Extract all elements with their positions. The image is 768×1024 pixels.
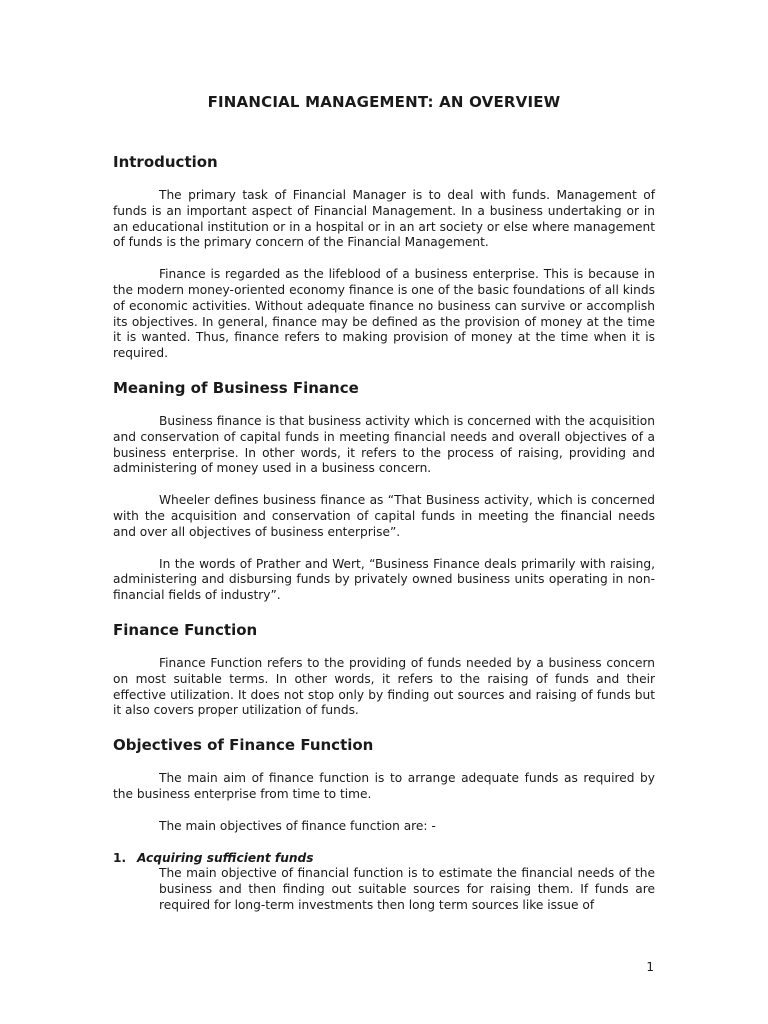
paragraph: Finance is regarded as the lifeblood of a business enterprise. This is because in the modern money-oriented economy finance is one of the basic foundations of all kinds of economic activities. Without adequate finance no business can survive or accomplish its objectives. In general, finance may be defined as the provision of money at the time it is wanted. Thus, finance refers to making provision of money at the time when it is required. xyxy=(113,267,655,361)
document-title: FINANCIAL MANAGEMENT: AN OVERVIEW xyxy=(207,93,561,111)
list-item-title: Acquiring sufficient funds xyxy=(137,850,314,865)
section-heading: Introduction xyxy=(113,153,218,171)
page-number: 1 xyxy=(646,960,654,974)
paragraph: Wheeler defines business finance as “That Business activity, which is concerned with the acquisition and conservation of capital funds in meeting the financial needs and over all objectives of business enterprise”. xyxy=(113,493,655,539)
section-heading: Meaning of Business Finance xyxy=(113,378,359,397)
list-item xyxy=(113,851,655,914)
section-heading: Finance Function xyxy=(113,620,258,639)
paragraph: The main aim of finance function is to arrange adequate funds as required by the business enterprise from time to time. xyxy=(113,771,655,801)
paragraph: The main objectives of finance function are: - xyxy=(159,818,436,833)
list-item-heading xyxy=(113,851,655,867)
section-introduction xyxy=(113,152,655,362)
paragraph: Business finance is that business activity which is concerned with the acquisition and conservation of capital funds in meeting financial needs and overall objectives of a business enterprise. In other words, it refers to the process of raising, providing and administering of money used in a business concern. xyxy=(113,413,655,476)
paragraph: Finance Function refers to the providing of funds needed by a business concern on most suitable terms. In other words, it refers to the raising of funds and their effective utilization. It does not stop only by finding out sources and raising of funds but it also covers proper utilization of funds. xyxy=(113,655,655,718)
list-item-number: 1. xyxy=(113,850,127,865)
section-objectives-of-finance-function xyxy=(113,735,655,914)
section-finance-function xyxy=(113,620,655,719)
paragraph: In the words of Prather and Wert, “Business Finance deals primarily with raising, administering and disbursing funds by privately owned business units operating in non-financial fields of industry”. xyxy=(113,556,655,603)
section-heading: Objectives of Finance Function xyxy=(113,736,374,755)
list-item-body: The main objective of financial function is to estimate the financial needs of the business and then finding out suitable sources for raising them. If funds are required for long-term investments then long term sources like issue of xyxy=(159,866,655,912)
paragraph: The primary task of Financial Manager is to deal with funds. Management of funds is an important aspect of Financial Management. In a business undertaking or in an educational institution or in a hospital or in an art society or else where management of funds is the primary concern of the Financial Management. xyxy=(113,188,655,250)
document-body xyxy=(113,152,655,914)
section-meaning-of-business-finance xyxy=(113,378,655,604)
